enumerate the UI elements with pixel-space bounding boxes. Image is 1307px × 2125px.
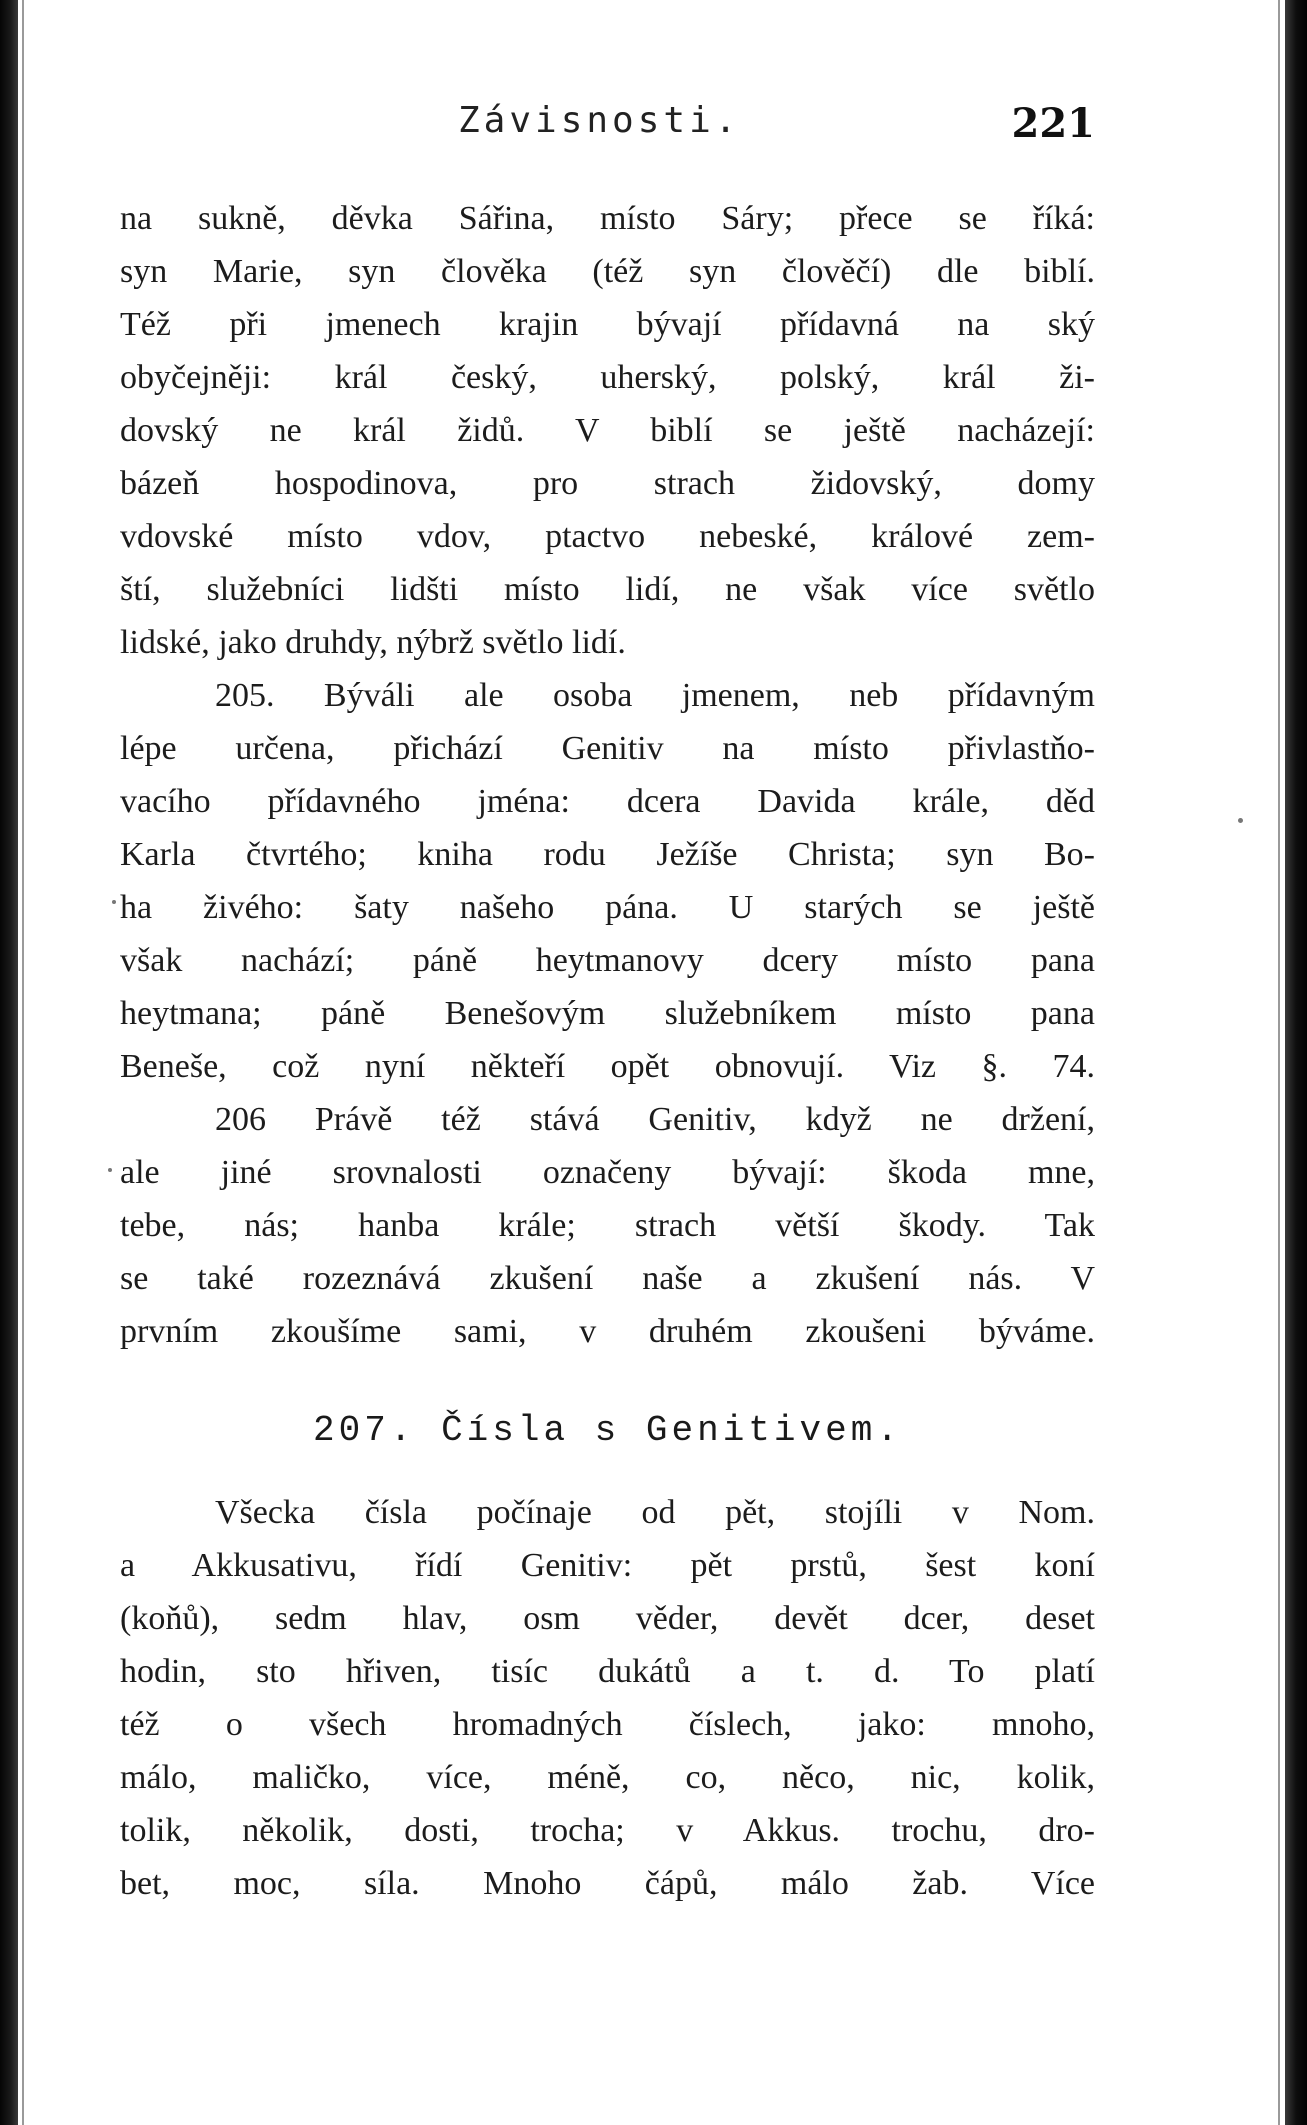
text-line: a Akkusativu, řídí Genitiv: pět prstů, šest koní xyxy=(120,1547,1095,1584)
text-line: prvním zkoušíme sami, v druhém zkoušeni býváme. xyxy=(120,1313,1095,1350)
text-line: lidské, jako druhdy, nýbrž světlo lidí. xyxy=(120,624,626,661)
text-line: bázeň hospodinova, pro strach židovský, domy xyxy=(120,465,1095,502)
scan-left-edge-line xyxy=(22,0,24,2125)
paragraph-205 xyxy=(120,669,1095,1093)
text-line: syn Marie, syn člověka (též syn člověčí) dle biblí. xyxy=(120,253,1095,290)
section-heading-207: 207. Čísla s Genitivem. xyxy=(313,1410,902,1451)
page-text xyxy=(120,192,1095,1910)
text-line: 206 Právě též stává Genitiv, když ne držení, xyxy=(215,1101,1095,1138)
text-line: ští, služebníci lidšti místo lidí, ne však více světlo xyxy=(120,571,1095,608)
scan-speck xyxy=(1238,818,1243,823)
text-line: ale jiné srovnalosti označeny bývají: škoda mne, xyxy=(120,1154,1095,1191)
text-line: Karla čtvrtého; kniha rodu Ježíše Christa; syn Bo- xyxy=(120,836,1095,873)
scan-left-edge xyxy=(0,0,18,2125)
text-line: málo, maličko, více, méně, co, něco, nic, kolik, xyxy=(120,1759,1095,1796)
text-line: hodin, sto hřiven, tisíc dukátů a t. d. To platí xyxy=(120,1653,1095,1690)
text-line: Beneše, což nyní někteří opět obnovují. Viz §. 74. xyxy=(120,1048,1095,1085)
text-line: vacího přídavného jména: dcera Davida krále, děd xyxy=(120,783,1095,820)
scan-right-edge xyxy=(1285,0,1307,2125)
text-line: na sukně, děvka Sářina, místo Sáry; přece se říká: xyxy=(120,200,1095,237)
running-head xyxy=(120,100,1095,160)
scan-right-edge-line xyxy=(1278,0,1280,2125)
text-line: se také rozeznává zkušení naše a zkušení nás. V xyxy=(120,1260,1095,1297)
text-line: ha živého: šaty našeho pána. U starých se ještě xyxy=(120,889,1095,926)
text-line: Též při jmenech krajin bývají přídavná na ský xyxy=(120,306,1095,343)
text-line: tebe, nás; hanba krále; strach větší škody. Tak xyxy=(120,1207,1095,1244)
text-line: dovský ne král židů. V biblí se ještě nacházejí: xyxy=(120,412,1095,449)
text-line: bet, moc, síla. Mnoho čápů, málo žab. Více xyxy=(120,1865,1095,1902)
text-line: heytmana; páně Benešovým služebníkem místo pana xyxy=(120,995,1095,1032)
text-line: vdovské místo vdov, ptactvo nebeské, králové zem- xyxy=(120,518,1095,555)
paragraph-207 xyxy=(120,1486,1095,1910)
text-line: (koňů), sedm hlav, osm věder, devět dcer, deset xyxy=(120,1600,1095,1637)
paragraph-206 xyxy=(120,1093,1095,1358)
text-line: Všecka čísla počínaje od pět, stojíli v Nom. xyxy=(215,1494,1095,1531)
text-line: však nachází; páně heytmanovy dcery místo pana xyxy=(120,942,1095,979)
paragraph-1 xyxy=(120,192,1095,669)
text-line: tolik, několik, dosti, trocha; v Akkus. trochu, dro- xyxy=(120,1812,1095,1849)
text-line: 205. Býváli ale osoba jmenem, neb přídavným xyxy=(215,677,1095,714)
text-line: lépe určena, přichází Genitiv na místo přivlastňo- xyxy=(120,730,1095,767)
text-line: též o všech hromadných číslech, jako: mnoho, xyxy=(120,1706,1095,1743)
running-head-title: Závisnosti. xyxy=(458,100,741,141)
page-number: 221 xyxy=(1011,100,1095,147)
scan-speck xyxy=(108,1168,112,1172)
scan-speck xyxy=(112,900,116,904)
text-line: obyčejněji: král český, uherský, polský, král ži- xyxy=(120,359,1095,396)
